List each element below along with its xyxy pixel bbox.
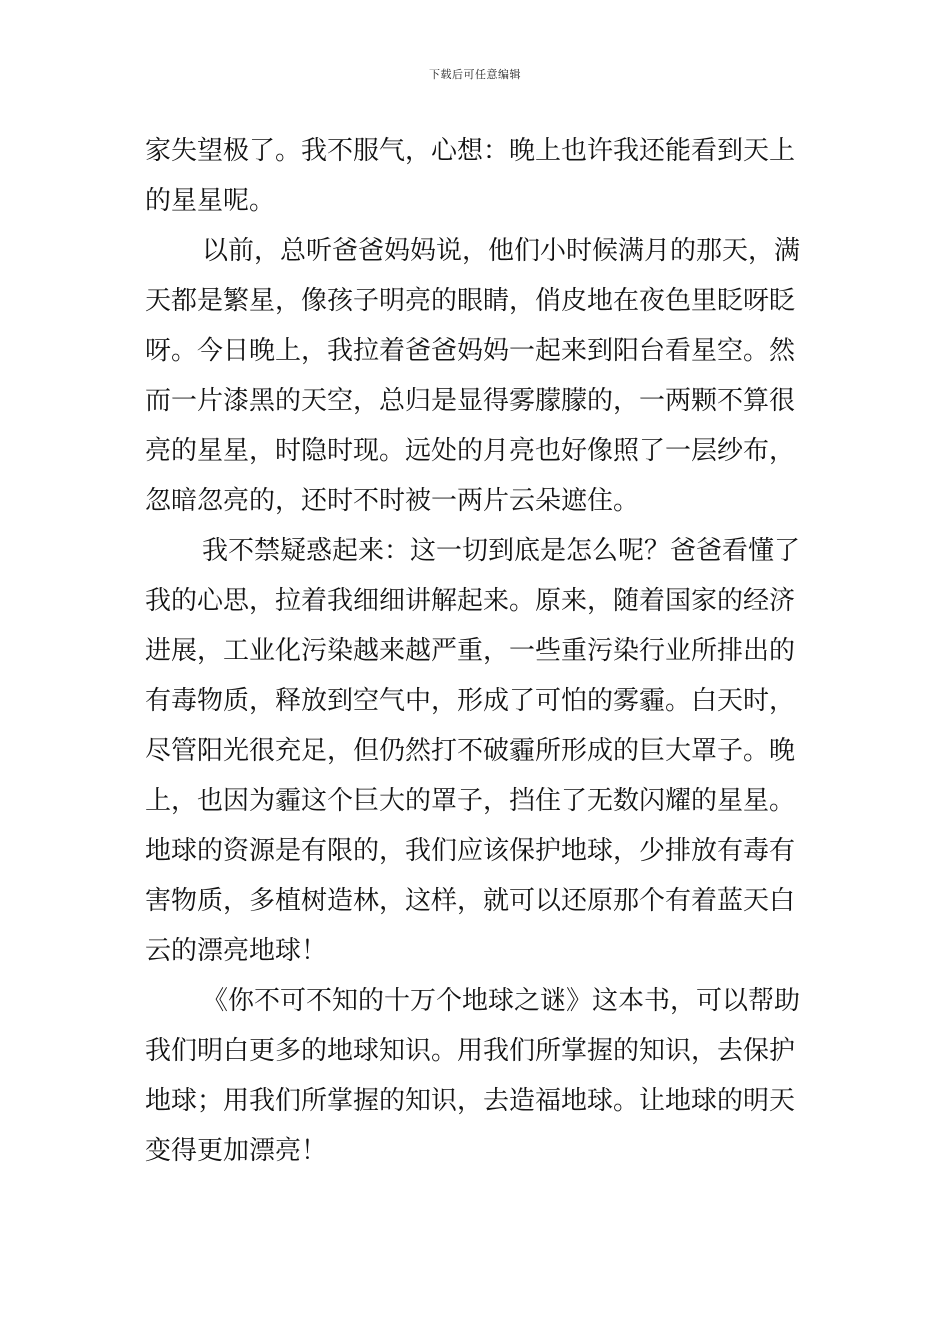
text-line: 忽暗忽亮的，还时不时被一两片云朵遮住。 xyxy=(145,486,640,516)
text-line: 云的漂亮地球！ xyxy=(145,936,328,966)
text-line: 而一片漆黑的天空，总归是显得雾朦朦的，一两颗不算很 xyxy=(145,386,796,416)
text-line: 呀。今日晚上，我拉着爸爸妈妈一起来到阳台看星空。然 xyxy=(145,336,796,366)
text-line: 《你不可不知的十万个地球之谜》这本书，可以帮助 xyxy=(202,986,801,1016)
document-body xyxy=(145,126,810,1176)
text-line: 我的心思，拉着我细细讲解起来。原来，随着国家的经济 xyxy=(145,586,796,616)
paragraph xyxy=(145,126,810,226)
text-line: 有毒物质，释放到空气中，形成了可怕的雾霾。白天时， xyxy=(145,686,796,716)
text-line: 地球的资源是有限的，我们应该保护地球，少排放有毒有 xyxy=(145,836,796,866)
text-line: 家失望极了。我不服气，心想：晚上也许我还能看到天上 xyxy=(145,136,796,166)
text-line: 亮的星星，时隐时现。远处的月亮也好像照了一层纱布， xyxy=(145,436,796,466)
text-line: 变得更加漂亮！ xyxy=(145,1136,328,1166)
text-line: 害物质，多植树造林，这样，就可以还原那个有着蓝天白 xyxy=(145,886,796,916)
text-line: 尽管阳光很充足，但仍然打不破霾所形成的巨大罩子。晚 xyxy=(145,736,796,766)
paragraph xyxy=(145,226,810,526)
page-header: 下载后可任意编辑 xyxy=(429,68,521,81)
text-line: 天都是繁星，像孩子明亮的眼睛，俏皮地在夜色里眨呀眨 xyxy=(145,286,796,316)
text-line: 以前，总听爸爸妈妈说，他们小时候满月的那天，满 xyxy=(202,236,801,266)
text-line: 进展，工业化污染越来越严重，一些重污染行业所排出的 xyxy=(145,636,796,666)
text-line: 地球；用我们所掌握的知识，去造福地球。让地球的明天 xyxy=(145,1086,796,1116)
text-line: 我不禁疑惑起来：这一切到底是怎么呢？爸爸看懂了 xyxy=(202,536,801,566)
paragraph xyxy=(145,976,810,1176)
text-line: 的星星呢。 xyxy=(145,186,276,216)
text-line: 我们明白更多的地球知识。用我们所掌握的知识，去保护 xyxy=(145,1036,796,1066)
text-line: 上，也因为霾这个巨大的罩子，挡住了无数闪耀的星星。 xyxy=(145,786,796,816)
paragraph xyxy=(145,526,810,976)
